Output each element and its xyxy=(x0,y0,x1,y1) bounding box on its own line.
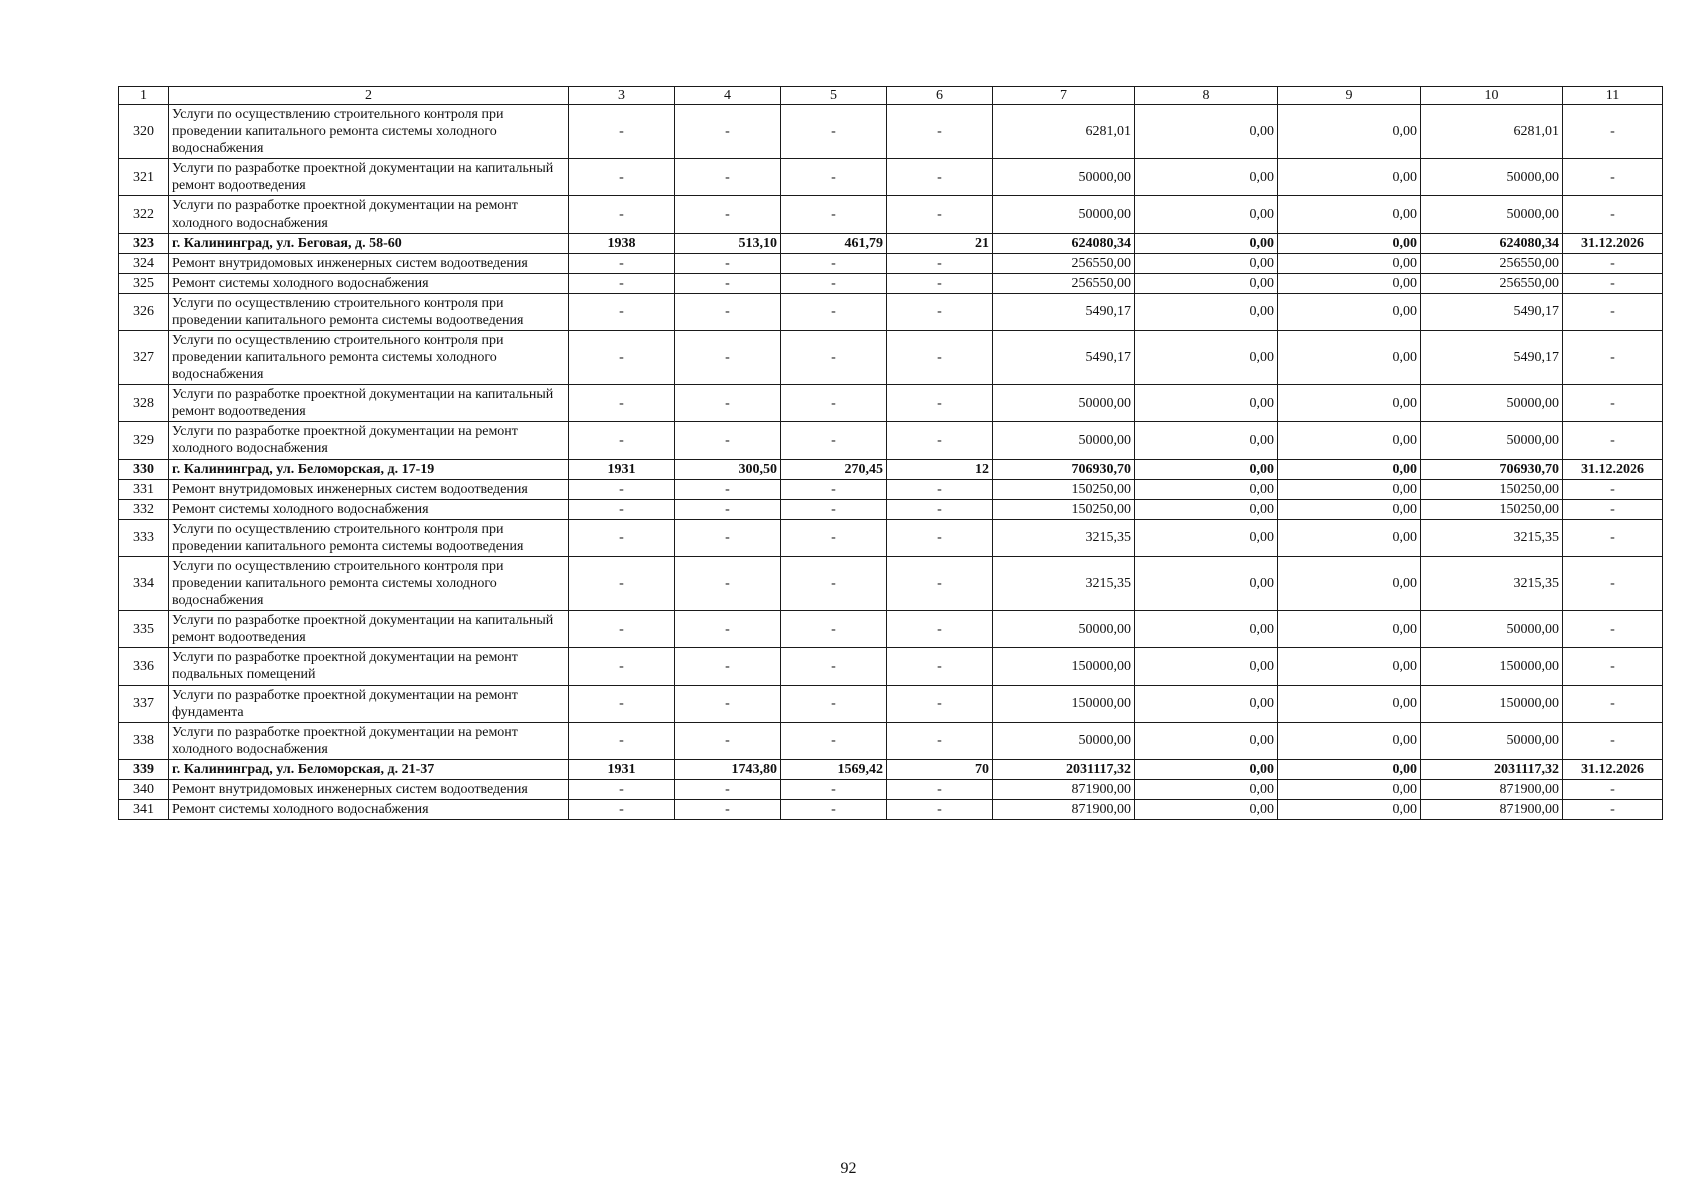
commissioning-year: - xyxy=(569,273,675,293)
residential-area: - xyxy=(781,196,887,233)
residential-area: - xyxy=(781,799,887,819)
completion-date: 31.12.2026 xyxy=(1563,233,1663,253)
total-cost: 150250,00 xyxy=(993,499,1135,519)
table-row xyxy=(119,722,1663,759)
completion-date: - xyxy=(1563,293,1663,330)
total-area: - xyxy=(675,422,781,459)
completion-date: - xyxy=(1563,422,1663,459)
residents-count: - xyxy=(887,479,993,499)
cost-source-9: 0,00 xyxy=(1278,459,1421,479)
header-col-8: 8 xyxy=(1135,87,1278,105)
residents-count: 12 xyxy=(887,459,993,479)
cost-source-9: 0,00 xyxy=(1278,331,1421,385)
total-cost: 5490,17 xyxy=(993,331,1135,385)
table-row xyxy=(119,499,1663,519)
work-description: Услуги по осуществлению строительного контроля при проведении капитального ремонта системы холодного водоснабжения xyxy=(169,105,569,159)
row-number: 320 xyxy=(119,105,169,159)
row-number: 340 xyxy=(119,779,169,799)
total-cost: 256550,00 xyxy=(993,253,1135,273)
total-area: - xyxy=(675,685,781,722)
residential-area: - xyxy=(781,385,887,422)
commissioning-year: - xyxy=(569,196,675,233)
table-row xyxy=(119,331,1663,385)
commissioning-year: - xyxy=(569,293,675,330)
cost-source-9: 0,00 xyxy=(1278,722,1421,759)
row-number: 338 xyxy=(119,722,169,759)
work-description: Ремонт внутридомовых инженерных систем водоотведения xyxy=(169,779,569,799)
residential-area: - xyxy=(781,556,887,610)
total-area: - xyxy=(675,611,781,648)
total-cost: 150250,00 xyxy=(993,479,1135,499)
residents-count: - xyxy=(887,685,993,722)
commissioning-year: - xyxy=(569,611,675,648)
completion-date: - xyxy=(1563,556,1663,610)
cost-source-8: 0,00 xyxy=(1135,159,1278,196)
total-cost: 624080,34 xyxy=(993,233,1135,253)
cost-source-8: 0,00 xyxy=(1135,196,1278,233)
work-description: Услуги по разработке проектной документации на ремонт холодного водоснабжения xyxy=(169,422,569,459)
cost-owners-funds: 150000,00 xyxy=(1421,648,1563,685)
cost-source-9: 0,00 xyxy=(1278,556,1421,610)
cost-owners-funds: 5490,17 xyxy=(1421,293,1563,330)
commissioning-year: - xyxy=(569,685,675,722)
cost-owners-funds: 150250,00 xyxy=(1421,499,1563,519)
commissioning-year: - xyxy=(569,159,675,196)
residential-area: - xyxy=(781,273,887,293)
completion-date: - xyxy=(1563,722,1663,759)
completion-date: - xyxy=(1563,105,1663,159)
commissioning-year: - xyxy=(569,556,675,610)
residents-count: 21 xyxy=(887,233,993,253)
row-number: 335 xyxy=(119,611,169,648)
header-col-6: 6 xyxy=(887,87,993,105)
residential-area: - xyxy=(781,779,887,799)
commissioning-year: 1931 xyxy=(569,759,675,779)
commissioning-year: - xyxy=(569,105,675,159)
total-cost: 150000,00 xyxy=(993,648,1135,685)
page-number: 92 xyxy=(840,1160,857,1177)
residential-area: - xyxy=(781,159,887,196)
commissioning-year: - xyxy=(569,722,675,759)
work-description: Ремонт системы холодного водоснабжения xyxy=(169,799,569,819)
residential-area: - xyxy=(781,331,887,385)
work-description: Услуги по разработке проектной документации на ремонт холодного водоснабжения xyxy=(169,196,569,233)
cost-source-9: 0,00 xyxy=(1278,611,1421,648)
commissioning-year: - xyxy=(569,253,675,273)
work-description: Услуги по разработке проектной документации на ремонт подвальных помещений xyxy=(169,648,569,685)
total-area: - xyxy=(675,253,781,273)
total-area: - xyxy=(675,159,781,196)
cost-owners-funds: 50000,00 xyxy=(1421,422,1563,459)
row-number: 336 xyxy=(119,648,169,685)
total-area: - xyxy=(675,519,781,556)
residents-count: - xyxy=(887,422,993,459)
total-area: 513,10 xyxy=(675,233,781,253)
cost-source-8: 0,00 xyxy=(1135,519,1278,556)
residential-area: - xyxy=(781,648,887,685)
residents-count: - xyxy=(887,779,993,799)
cost-source-8: 0,00 xyxy=(1135,759,1278,779)
work-description: г. Калининград, ул. Беговая, д. 58-60 xyxy=(169,233,569,253)
completion-date: - xyxy=(1563,648,1663,685)
row-number: 321 xyxy=(119,159,169,196)
table-row xyxy=(119,385,1663,422)
cost-source-9: 0,00 xyxy=(1278,196,1421,233)
table-body xyxy=(119,105,1663,820)
row-number: 329 xyxy=(119,422,169,459)
total-cost: 6281,01 xyxy=(993,105,1135,159)
residents-count: - xyxy=(887,196,993,233)
cost-owners-funds: 5490,17 xyxy=(1421,331,1563,385)
total-cost: 3215,35 xyxy=(993,519,1135,556)
total-area: - xyxy=(675,779,781,799)
residents-count: - xyxy=(887,385,993,422)
total-cost: 50000,00 xyxy=(993,159,1135,196)
cost-source-8: 0,00 xyxy=(1135,273,1278,293)
commissioning-year: - xyxy=(569,479,675,499)
total-area: - xyxy=(675,385,781,422)
residential-area: - xyxy=(781,105,887,159)
work-description: г. Калининград, ул. Беломорская, д. 21-37 xyxy=(169,759,569,779)
cost-source-9: 0,00 xyxy=(1278,519,1421,556)
commissioning-year: 1931 xyxy=(569,459,675,479)
residential-area: 270,45 xyxy=(781,459,887,479)
cost-owners-funds: 50000,00 xyxy=(1421,385,1563,422)
residents-count: - xyxy=(887,648,993,685)
residents-count: - xyxy=(887,519,993,556)
cost-owners-funds: 50000,00 xyxy=(1421,159,1563,196)
cost-source-9: 0,00 xyxy=(1278,648,1421,685)
residential-area: - xyxy=(781,685,887,722)
residential-area: - xyxy=(781,499,887,519)
row-number: 334 xyxy=(119,556,169,610)
cost-source-8: 0,00 xyxy=(1135,293,1278,330)
residential-area: 461,79 xyxy=(781,233,887,253)
work-description: Услуги по разработке проектной документации на ремонт холодного водоснабжения xyxy=(169,722,569,759)
residents-count: - xyxy=(887,293,993,330)
cost-source-8: 0,00 xyxy=(1135,105,1278,159)
cost-owners-funds: 50000,00 xyxy=(1421,611,1563,648)
header-col-5: 5 xyxy=(781,87,887,105)
work-description: Ремонт системы холодного водоснабжения xyxy=(169,273,569,293)
cost-source-8: 0,00 xyxy=(1135,459,1278,479)
work-description: Услуги по осуществлению строительного контроля при проведении капитального ремонта системы водоотведения xyxy=(169,519,569,556)
residents-count: - xyxy=(887,253,993,273)
cost-owners-funds: 6281,01 xyxy=(1421,105,1563,159)
commissioning-year: - xyxy=(569,422,675,459)
commissioning-year: - xyxy=(569,331,675,385)
residents-count: - xyxy=(887,105,993,159)
completion-date: - xyxy=(1563,611,1663,648)
total-area: - xyxy=(675,722,781,759)
header-row xyxy=(119,87,1663,105)
cost-source-8: 0,00 xyxy=(1135,385,1278,422)
total-area: - xyxy=(675,293,781,330)
completion-date: - xyxy=(1563,685,1663,722)
cost-source-8: 0,00 xyxy=(1135,422,1278,459)
cost-source-8: 0,00 xyxy=(1135,648,1278,685)
total-area: 300,50 xyxy=(675,459,781,479)
completion-date: - xyxy=(1563,196,1663,233)
cost-source-9: 0,00 xyxy=(1278,233,1421,253)
work-description: Услуги по разработке проектной документации на капитальный ремонт водоотведения xyxy=(169,611,569,648)
residents-count: - xyxy=(887,722,993,759)
cost-source-8: 0,00 xyxy=(1135,233,1278,253)
row-number: 333 xyxy=(119,519,169,556)
total-area: - xyxy=(675,799,781,819)
cost-source-9: 0,00 xyxy=(1278,159,1421,196)
table-row xyxy=(119,556,1663,610)
work-description: Ремонт внутридомовых инженерных систем водоотведения xyxy=(169,479,569,499)
table-row xyxy=(119,519,1663,556)
cost-owners-funds: 256550,00 xyxy=(1421,273,1563,293)
cost-source-8: 0,00 xyxy=(1135,556,1278,610)
completion-date: - xyxy=(1563,385,1663,422)
row-number: 339 xyxy=(119,759,169,779)
residential-area: 1569,42 xyxy=(781,759,887,779)
address-row xyxy=(119,233,1663,253)
table-row xyxy=(119,273,1663,293)
total-area: - xyxy=(675,648,781,685)
commissioning-year: - xyxy=(569,779,675,799)
residents-count: 70 xyxy=(887,759,993,779)
cost-owners-funds: 3215,35 xyxy=(1421,556,1563,610)
row-number: 327 xyxy=(119,331,169,385)
total-cost: 50000,00 xyxy=(993,385,1135,422)
cost-source-9: 0,00 xyxy=(1278,253,1421,273)
total-area: - xyxy=(675,331,781,385)
row-number: 341 xyxy=(119,799,169,819)
cost-source-9: 0,00 xyxy=(1278,293,1421,330)
cost-owners-funds: 50000,00 xyxy=(1421,196,1563,233)
total-area: - xyxy=(675,196,781,233)
cost-source-9: 0,00 xyxy=(1278,779,1421,799)
total-area: - xyxy=(675,556,781,610)
total-cost: 3215,35 xyxy=(993,556,1135,610)
residents-count: - xyxy=(887,556,993,610)
completion-date: - xyxy=(1563,479,1663,499)
work-schedule-table xyxy=(118,86,1663,820)
work-description: Ремонт внутридомовых инженерных систем водоотведения xyxy=(169,253,569,273)
residents-count: - xyxy=(887,499,993,519)
cost-source-9: 0,00 xyxy=(1278,685,1421,722)
cost-source-8: 0,00 xyxy=(1135,799,1278,819)
work-description: Услуги по осуществлению строительного контроля при проведении капитального ремонта системы холодного водоснабжения xyxy=(169,556,569,610)
cost-source-8: 0,00 xyxy=(1135,722,1278,759)
row-number: 332 xyxy=(119,499,169,519)
table-row xyxy=(119,611,1663,648)
residential-area: - xyxy=(781,519,887,556)
cost-owners-funds: 2031117,32 xyxy=(1421,759,1563,779)
address-row xyxy=(119,459,1663,479)
work-description: Услуги по разработке проектной документации на капитальный ремонт водоотведения xyxy=(169,385,569,422)
residents-count: - xyxy=(887,611,993,648)
completion-date: - xyxy=(1563,799,1663,819)
cost-source-8: 0,00 xyxy=(1135,685,1278,722)
cost-owners-funds: 50000,00 xyxy=(1421,722,1563,759)
row-number: 322 xyxy=(119,196,169,233)
cost-owners-funds: 3215,35 xyxy=(1421,519,1563,556)
cost-owners-funds: 871900,00 xyxy=(1421,779,1563,799)
residential-area: - xyxy=(781,611,887,648)
total-area: - xyxy=(675,105,781,159)
cost-owners-funds: 256550,00 xyxy=(1421,253,1563,273)
commissioning-year: - xyxy=(569,499,675,519)
residents-count: - xyxy=(887,273,993,293)
header-col-2: 2 xyxy=(169,87,569,105)
table-row xyxy=(119,253,1663,273)
completion-date: 31.12.2026 xyxy=(1563,459,1663,479)
completion-date: - xyxy=(1563,519,1663,556)
row-number: 323 xyxy=(119,233,169,253)
completion-date: - xyxy=(1563,159,1663,196)
total-cost: 50000,00 xyxy=(993,422,1135,459)
total-cost: 256550,00 xyxy=(993,273,1135,293)
total-area: - xyxy=(675,479,781,499)
work-description: Услуги по осуществлению строительного контроля при проведении капитального ремонта системы холодного водоснабжения xyxy=(169,331,569,385)
row-number: 337 xyxy=(119,685,169,722)
commissioning-year: - xyxy=(569,648,675,685)
residents-count: - xyxy=(887,799,993,819)
row-number: 328 xyxy=(119,385,169,422)
total-area: 1743,80 xyxy=(675,759,781,779)
residential-area: - xyxy=(781,722,887,759)
residential-area: - xyxy=(781,253,887,273)
header-col-4: 4 xyxy=(675,87,781,105)
cost-source-8: 0,00 xyxy=(1135,611,1278,648)
completion-date: 31.12.2026 xyxy=(1563,759,1663,779)
work-description: Услуги по осуществлению строительного контроля при проведении капитального ремонта системы водоотведения xyxy=(169,293,569,330)
cost-source-9: 0,00 xyxy=(1278,105,1421,159)
header-col-3: 3 xyxy=(569,87,675,105)
total-cost: 871900,00 xyxy=(993,799,1135,819)
completion-date: - xyxy=(1563,273,1663,293)
cost-source-9: 0,00 xyxy=(1278,273,1421,293)
table-row xyxy=(119,159,1663,196)
commissioning-year: - xyxy=(569,799,675,819)
total-cost: 871900,00 xyxy=(993,779,1135,799)
residential-area: - xyxy=(781,422,887,459)
total-cost: 50000,00 xyxy=(993,722,1135,759)
table-row xyxy=(119,799,1663,819)
header-col-10: 10 xyxy=(1421,87,1563,105)
column-number-header xyxy=(119,87,1663,105)
total-cost: 50000,00 xyxy=(993,611,1135,648)
cost-source-8: 0,00 xyxy=(1135,331,1278,385)
table-row xyxy=(119,105,1663,159)
table-row xyxy=(119,196,1663,233)
work-description: Ремонт системы холодного водоснабжения xyxy=(169,499,569,519)
total-area: - xyxy=(675,499,781,519)
cost-source-9: 0,00 xyxy=(1278,422,1421,459)
cost-source-9: 0,00 xyxy=(1278,499,1421,519)
work-description: г. Калининград, ул. Беломорская, д. 17-19 xyxy=(169,459,569,479)
header-col-7: 7 xyxy=(993,87,1135,105)
completion-date: - xyxy=(1563,779,1663,799)
completion-date: - xyxy=(1563,253,1663,273)
commissioning-year: - xyxy=(569,385,675,422)
total-cost: 50000,00 xyxy=(993,196,1135,233)
header-col-1: 1 xyxy=(119,87,169,105)
residents-count: - xyxy=(887,331,993,385)
row-number: 326 xyxy=(119,293,169,330)
row-number: 330 xyxy=(119,459,169,479)
total-area: - xyxy=(675,273,781,293)
cost-source-9: 0,00 xyxy=(1278,385,1421,422)
cost-owners-funds: 871900,00 xyxy=(1421,799,1563,819)
table-row xyxy=(119,648,1663,685)
total-cost: 5490,17 xyxy=(993,293,1135,330)
commissioning-year: 1938 xyxy=(569,233,675,253)
header-col-11: 11 xyxy=(1563,87,1663,105)
cost-source-9: 0,00 xyxy=(1278,759,1421,779)
table-row xyxy=(119,779,1663,799)
table-row xyxy=(119,293,1663,330)
total-cost: 150000,00 xyxy=(993,685,1135,722)
total-cost: 706930,70 xyxy=(993,459,1135,479)
work-description: Услуги по разработке проектной документации на капитальный ремонт водоотведения xyxy=(169,159,569,196)
table-row xyxy=(119,685,1663,722)
address-row xyxy=(119,759,1663,779)
table-row xyxy=(119,479,1663,499)
cost-owners-funds: 150250,00 xyxy=(1421,479,1563,499)
cost-source-8: 0,00 xyxy=(1135,253,1278,273)
cost-source-8: 0,00 xyxy=(1135,499,1278,519)
residents-count: - xyxy=(887,159,993,196)
cost-source-9: 0,00 xyxy=(1278,799,1421,819)
header-col-9: 9 xyxy=(1278,87,1421,105)
cost-source-8: 0,00 xyxy=(1135,479,1278,499)
row-number: 324 xyxy=(119,253,169,273)
residential-area: - xyxy=(781,293,887,330)
residential-area: - xyxy=(781,479,887,499)
cost-source-9: 0,00 xyxy=(1278,479,1421,499)
commissioning-year: - xyxy=(569,519,675,556)
row-number: 331 xyxy=(119,479,169,499)
completion-date: - xyxy=(1563,331,1663,385)
cost-owners-funds: 150000,00 xyxy=(1421,685,1563,722)
table-row xyxy=(119,422,1663,459)
completion-date: - xyxy=(1563,499,1663,519)
work-description: Услуги по разработке проектной документации на ремонт фундамента xyxy=(169,685,569,722)
cost-owners-funds: 706930,70 xyxy=(1421,459,1563,479)
total-cost: 2031117,32 xyxy=(993,759,1135,779)
row-number: 325 xyxy=(119,273,169,293)
cost-source-8: 0,00 xyxy=(1135,779,1278,799)
cost-owners-funds: 624080,34 xyxy=(1421,233,1563,253)
